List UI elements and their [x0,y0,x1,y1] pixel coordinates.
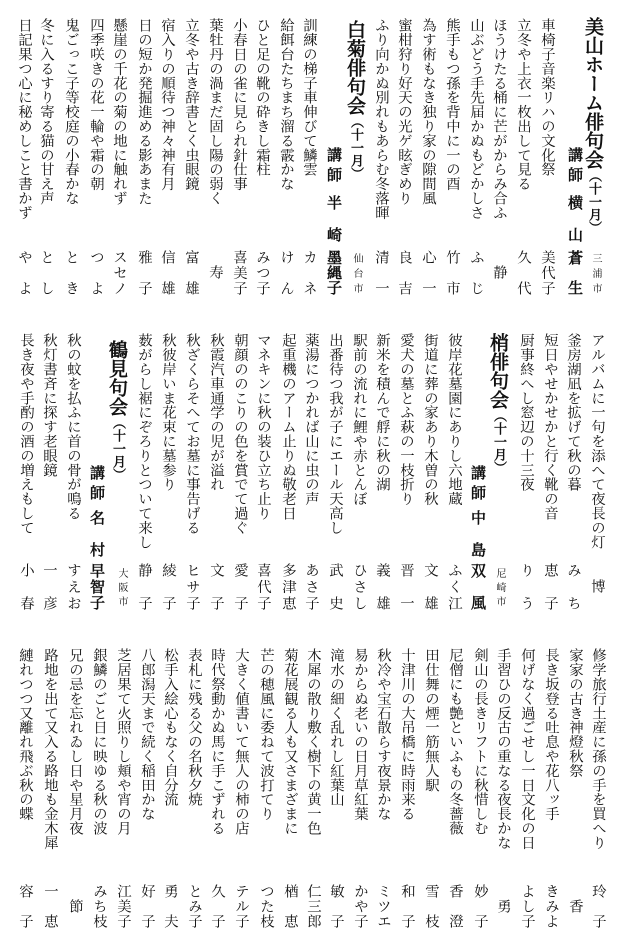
haiku-text: 秋灯書斉に探す老眼鏡 [41,333,57,477]
haiku-text: 薬湯につかれば山に虫の声 [303,333,319,506]
haiku-text: 秋彼岸いま花束に墓参り [160,333,176,492]
lecturer-surname: 半崎 [325,195,343,242]
haiku-author: ふく江 [446,563,462,610]
haiku-author: 寿 [207,265,223,280]
haiku-author: 雪枝 [423,884,439,928]
haiku-text: 懸崖の千花の菊の地に触れず [111,18,127,206]
haiku-entry [233,0,249,931]
haiku-text: 銀鱗のごと日に映ゆる秋の波 [91,648,107,836]
section-title-text: 白菊俳句会 [344,20,366,115]
haiku-text: 薮がらし裾にぞろりとついて来し [136,333,152,549]
haiku-entry [162,0,178,931]
haiku-text: 秋の蚊を払ふに首の骨が鳴る [65,333,81,521]
haiku-author: 愛子 [232,563,248,610]
haiku-text: 街道に葬の家あり木曽の秋 [422,333,438,506]
haiku-author: 節 [67,898,83,914]
haiku-entry [469,0,488,931]
haiku-entry [375,0,391,931]
haiku-author: 晋一 [398,563,414,610]
lecturer-label: 講師 [469,465,487,505]
section-title-text: 鶴見句会 [106,340,128,416]
haiku-text: 尼僧にも艶といふもの冬薔薇 [447,648,463,836]
haiku-author: 富雄 [183,250,199,295]
haiku-author: 武史 [327,563,343,610]
haiku-text: ひと足の靴の砕きし霜柱 [254,18,270,177]
haiku-text: アルバムに一句を添へて夜長の灯 [589,333,605,549]
haiku-author: やよ [16,250,32,295]
haiku-author: 玲子 [590,884,606,928]
haiku-author: 良吉 [396,250,412,295]
section-title-text: 梢俳句会 [487,333,509,409]
haiku-text: 駅前の流れに鯉や赤とんぼ [351,333,367,506]
haiku-text: 木犀の散り敷く樹下の黄一色 [305,648,321,836]
haiku-text: 給餌台たちまち溜る霰かな [278,18,294,191]
haiku-text: 日の短か発掘進める影あまた [136,18,152,206]
haiku-author: ヒサ子 [184,563,200,610]
haiku-author: 竹市 [444,250,460,295]
haiku-text: 秋霞汽車通学の児が溢れ [208,333,224,492]
haiku-text: 修学旅行土産に孫の手を買へり [590,648,606,850]
lecturer-surname: 名村 [88,510,106,557]
haiku-author: 楢恵 [282,884,298,928]
haiku-entry [258,0,274,931]
haiku-text: ほうけたる桶に芒がからみ合ふ [491,18,507,220]
haiku-text: 八郎潟天まで続く稲田かな [139,648,155,821]
haiku-entry [567,0,583,931]
haiku-author: とき [63,250,79,295]
lecturer-label: 講師 [88,465,106,505]
haiku-author: とし [38,250,54,295]
haiku-entry [399,0,415,931]
haiku-author: 香澄 [447,884,463,928]
haiku-author: テル子 [233,884,249,928]
haiku-text: 訓練の梯子車伸びて鱗雲 [301,18,317,177]
haiku-author: 心一 [420,250,436,295]
lecturer-label: 講師 [325,147,343,187]
haiku-author: 久子 [209,884,225,928]
haiku-text: 為す術もなき独り家の隙間風 [420,18,436,206]
haiku-text: 大きく値書いて無人の柿の店 [233,648,249,836]
haiku-entry [186,0,202,931]
haiku-text: 車椅子音楽リハの文化祭 [539,18,555,177]
haiku-author: 仁三郎 [305,884,321,928]
haiku-text: 松手入絵心もなく自分流 [162,648,178,807]
haiku-author: みつ子 [254,250,270,295]
haiku-author: とみ子 [186,884,202,928]
section-month: （十一月） [110,416,125,481]
haiku-author: 多津恵 [280,563,296,610]
haiku-author: よし子 [519,884,535,928]
haiku-text: 芝居果て火照りし頬や宵の月 [115,648,131,836]
section-month: （十一月） [586,169,601,234]
haiku-author: スセノ [111,250,127,295]
haiku-text: 短日やせかせかと行く靴の音 [542,333,558,521]
haiku-text: 何げなく過ごせし一日文化の日 [519,648,535,850]
section-month: （十一月） [348,115,363,180]
haiku-text: 路地を出て又入る路地も金木犀 [42,648,58,850]
haiku-author: 久代 [515,250,531,295]
haiku-author: 和子 [399,884,415,928]
haiku-text: 厨事終へし窓辺の十三夜 [518,333,534,492]
haiku-entry [67,0,83,931]
haiku-author: あさ子 [303,563,319,610]
section-location: 三浦市 [590,253,601,293]
haiku-entry [519,0,535,931]
haiku-author: ひさし [351,563,367,610]
haiku-text: 長き坂登る吐息や花八ッ手 [543,648,559,821]
haiku-author: りう [518,563,534,610]
lecturer-given-name: 早智子 [88,563,106,610]
haiku-author: 喜代子 [255,563,271,610]
haiku-author: 美代子 [539,250,555,295]
haiku-text: 朝顔ののこりの色を賞でて過ぐ [232,333,248,535]
lecturer-given-name: 墨縄子 [325,250,343,295]
haiku-entry [115,0,131,931]
haiku-author: 文雄 [422,563,438,610]
haiku-author: 一彦 [41,563,57,610]
haiku-text: ふり向かぬ別れもあらむ冬落暉 [373,18,389,220]
haiku-text: 滝水の細く乱れし紅葉山 [328,648,344,807]
haiku-author: 勇夫 [162,884,178,928]
haiku-entry [282,0,298,931]
section-month: （十一月） [491,409,506,474]
lecturer-surname: 中島 [469,510,487,557]
haiku-entry [495,0,511,931]
haiku-text: 秋冷や宝石散らす夜景かな [375,648,391,821]
haiku-entry [543,0,559,931]
haiku-entry [352,0,368,931]
haiku-author: つた枝 [258,884,274,928]
haiku-text: 剣山の長きリフトに秋惜しむ [472,648,488,836]
haiku-text: 起重機のアーム止りぬ敬老日 [280,333,296,521]
haiku-author: ミツエ [375,884,391,928]
haiku-text: 手習ひの反古の重なる夜長かな [495,648,511,850]
haiku-text: 家家の古き神燈秋祭 [567,648,583,778]
haiku-entry [590,0,606,931]
haiku-author: すえお [65,563,81,610]
haiku-author: 妙子 [472,884,488,928]
haiku-text: 長き夜や手酌の酒の増えもして [18,333,34,535]
haiku-author: 小春 [18,563,34,610]
haiku-text: 釜房湖凪を拡げて秋の暮 [565,333,581,492]
section-location: 大阪市 [116,568,127,606]
haiku-entry [139,0,155,931]
haiku-author: 信雄 [159,250,175,295]
haiku-text: 出番待つ我が子にエール天高し [327,333,343,535]
haiku-entry [305,0,321,931]
haiku-entry [42,0,58,931]
section-location: 尼崎市 [494,568,505,606]
section-location: 仙台市 [351,253,362,293]
haiku-author: 敏子 [328,884,344,928]
haiku-text: 秋ざくらそへてお墓に事告げる [184,333,200,535]
haiku-text: 立冬や古き辞書とく虫眼鏡 [183,18,199,191]
haiku-text: 新米を積んで艀に秋の湖 [374,333,390,492]
haiku-text: 日記果つ心に秘めしこと書かず [16,18,32,220]
haiku-author: みち枝 [91,884,107,928]
haiku-author: 容子 [17,884,33,928]
haiku-entry [209,0,225,931]
haiku-author: 一恵 [42,884,58,928]
haiku-author: かや子 [352,884,368,928]
haiku-text: 立冬や上衣一枚出して見る [515,18,531,191]
haiku-author: 勇 [495,898,511,914]
haiku-text: 鬼ごっこ子等校庭の小春かな [63,18,79,206]
haiku-text: 葉牡丹の渦まだ固し陽の弱く [207,18,223,206]
haiku-author: 好子 [139,884,155,928]
haiku-text: 宿入りの順待つ神々神有月 [159,18,175,191]
haiku-text: 冬に入るすり寄る猫の甘え声 [38,18,54,206]
haiku-author: 綾子 [160,563,176,610]
haiku-entry [447,0,463,931]
haiku-author: けん [278,250,294,295]
haiku-text: 山ぶどう手先届かぬもどかしさ [468,18,484,220]
lecturer-surname: 横山 [566,195,584,242]
lecturer-given-name: 双風 [469,563,487,610]
haiku-author: 喜美子 [231,250,247,295]
haiku-text: 縺れつつ又離れ飛ぶ秋の蝶 [17,648,33,821]
haiku-entry [423,0,439,931]
haiku-text: 四季咲きの花一輪や霜の朝 [88,18,104,191]
haiku-author: 香 [567,898,583,914]
haiku-text: 田仕舞の煙一筋無人駅 [423,648,439,792]
section-title-text: 美山ホーム俳句会 [582,17,604,169]
haiku-text: 易からぬ老いの日月草紅葉 [352,648,368,821]
haiku-author: 静 [491,265,507,280]
haiku-text: 時代祭動かぬ馬に手こずれる [209,648,225,836]
haiku-author: みち [565,563,581,610]
haiku-text: 芒の穂風に委ねて波打てり [258,648,274,821]
haiku-author: ふじ [468,250,484,295]
haiku-entry [88,0,107,931]
haiku-author: 義雄 [374,563,390,610]
haiku-text: 熊手もつ孫を背中に一の酉 [444,18,460,191]
haiku-author: 博 [589,579,605,594]
haiku-entry [17,0,33,931]
haiku-entry [325,0,344,931]
haiku-author: 江美子 [115,884,131,928]
haiku-text: 表札に残る父の名秋夕焼 [186,648,202,807]
haiku-text: マネキンに秋の装ひ立ち止り [255,333,271,521]
lecturer-label: 講師 [566,147,584,187]
haiku-text: 小春日の雀に見られ針仕事 [231,18,247,191]
lecturer-given-name: 蒼生 [566,250,584,295]
haiku-author: 清一 [373,250,389,295]
haiku-author: 文子 [208,563,224,610]
haiku-text: 愛犬の墓とふ萩の一枝折り [398,333,414,506]
haiku-author: カネ [301,250,317,295]
haiku-text: 彼岸花墓園にありし六地蔵 [446,333,462,506]
haiku-text: 十津川の大吊橋に時雨来る [399,648,415,821]
haiku-text: 兄の忌を忘れゐし日や星月夜 [67,648,83,836]
haiku-author: きみよ [543,884,559,928]
haiku-text: 菊花展観る人も又さまざまに [282,648,298,836]
haiku-author: つよ [88,250,104,295]
haiku-author: 静子 [136,563,152,610]
haiku-author: 雅子 [136,250,152,295]
haiku-author: 恵子 [542,563,558,610]
haiku-text: 蜜柑狩り好天の光ゲ眩ぎめり [396,18,412,206]
